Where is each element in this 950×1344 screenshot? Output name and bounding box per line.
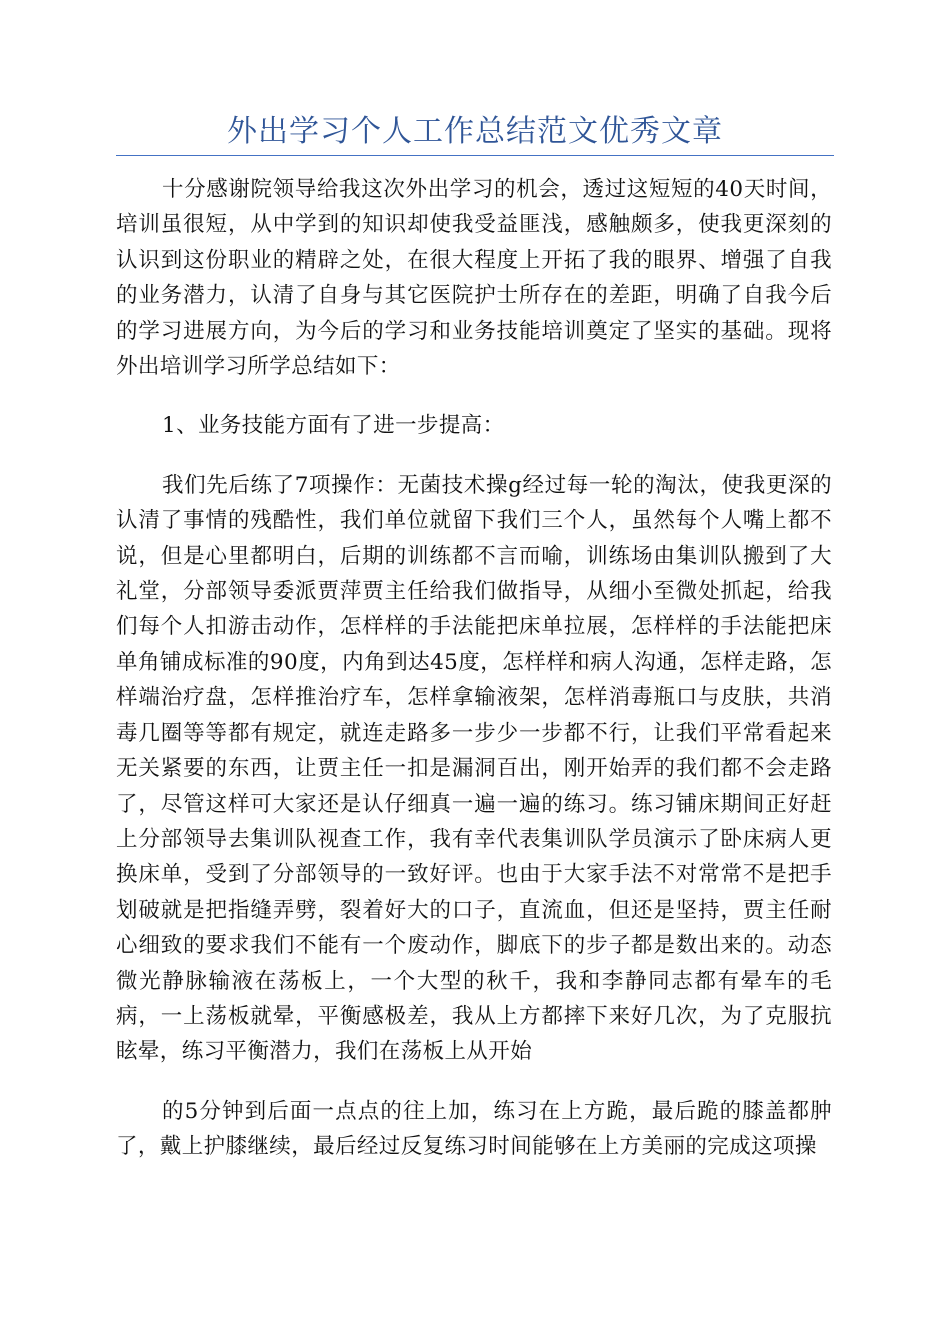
paragraph-section-heading: 1、业务技能方面有了进一步提高： [162, 413, 505, 439]
document-body [116, 172, 832, 1165]
paragraph-training-details: 我们先后练了7项操作：无菌技术操g经过每一轮的淘汰，使我更深的认清了事情的残酷性，我们单位就留下我们三个人，虽然每个人嘴上都不说，但是心里都明白，后期的训练都不言而喻，训练场由集训队搬到了大礼堂，分部领导委派贾萍贾主任给我们做指导，从细小至微处抓起，给我们每个人扣游击动作，怎样样的手法能把床单拉展，怎样样的手法能把床单角铺成标准的90度，内角到达45度，怎样样和病人沟通，怎样走路，怎样端治疗盘，怎样推治疗车，怎样拿输液架，怎样消毒瓶口与皮肤，共消毒几圈等等都有规定，就连走路多一步少一步都不行，让我们平常看起来无关紧要的东西，让贾主任一扣是漏洞百出，刚开始弄的我们都不会走路了，尽管这样可大家还是认仔细真一遍一遍的练习。练习铺床期间正好赶上分部领导去集训队视查工作，我有幸代表集训队学员演示了卧床病人更换床单，受到了分部领导的一致好评。也由于大家手法不对常常不是把手划破就是把指缝弄劈，裂着好大的口子，直流血，但还是坚持，贾主任耐心细致的要求我们不能有一个废动作，脚底下的步子都是数出来的。动态微光静脉输液在荡板上，一个大型的秋千，我和李静同志都有晕车的毛病，一上荡板就晕，平衡感极差，我从上方都摔下来好几次，为了克服抗眩晕，练习平衡潜力，我们在荡板上从开始 [116, 472, 832, 1065]
paragraph-intro: 十分感谢院领导给我这次外出学习的机会，透过这短短的40天时间，培训虽很短，从中学到的知识却使我受益匪浅，感触颇多，使我更深刻的认识到这份职业的精辟之处，在很大程度上开拓了我的眼界、增强了自我的业务潜力，认清了自身与其它医院护士所存在的差距，明确了自我今后的学习进展方向，为今后的学习和业务技能培训奠定了坚实的基础。现将外出培训学习所学总结如下： [116, 177, 832, 380]
paragraph-continuation: 的5分钟到后面一点点的往上加，练习在上方跪，最后跪的膝盖都肿了，戴上护膝继续，最后经过反复练习时间能够在上方美丽的完成这项操 [116, 1098, 832, 1160]
document-title: 外出学习个人工作总结范文优秀文章 [227, 114, 723, 149]
title-underline [116, 155, 834, 156]
